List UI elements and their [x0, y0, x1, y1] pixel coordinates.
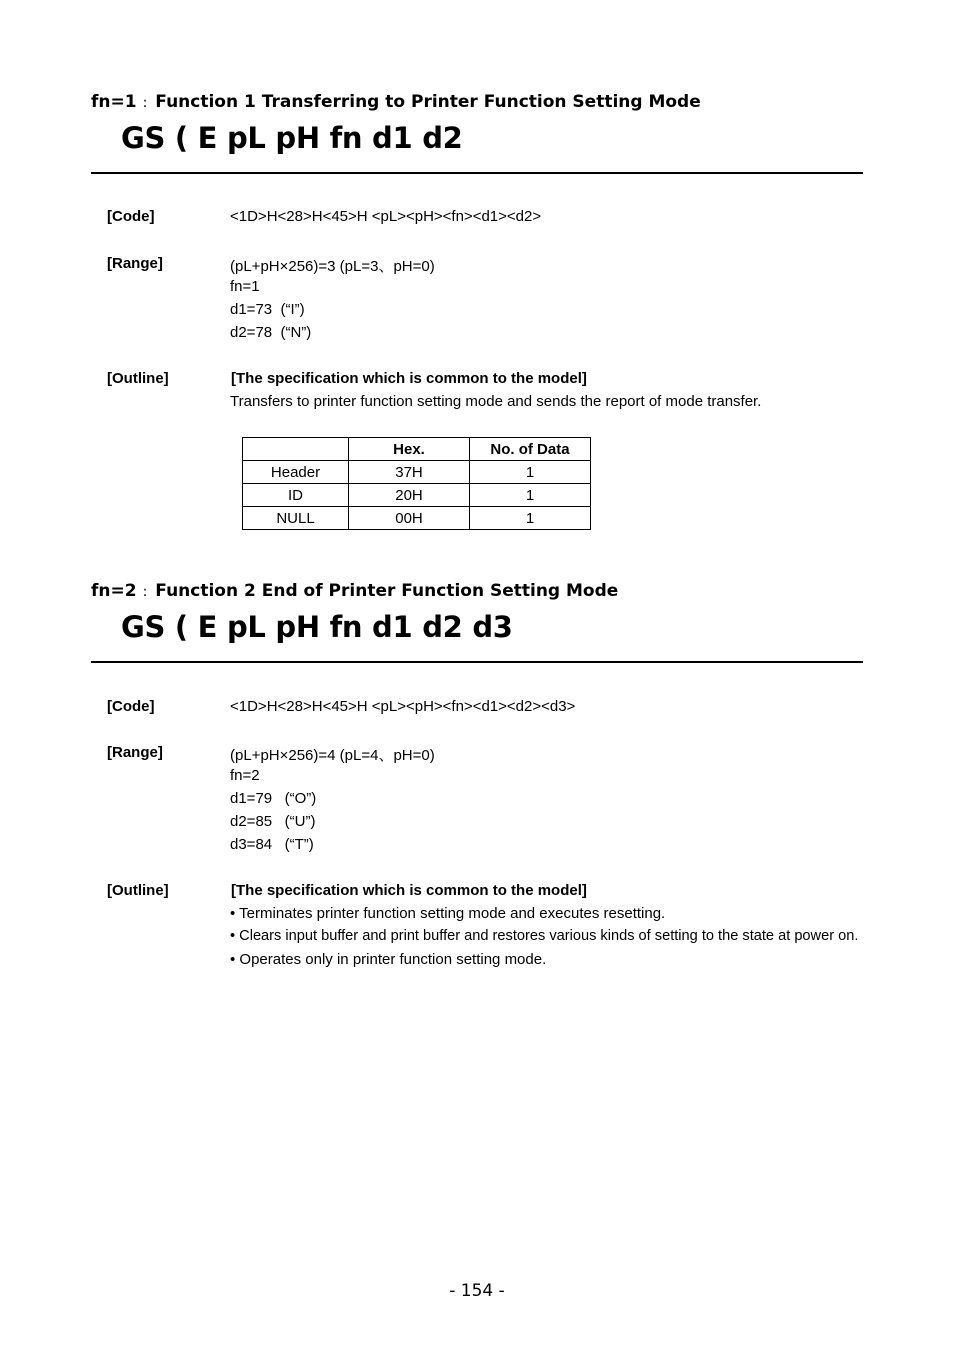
section1-range-line: d1=73 (“I”) — [230, 301, 305, 318]
section2-heading — [91, 581, 618, 601]
table-cell: 00H — [349, 507, 470, 530]
section2-range-line: (pL+pH×256)=4 (pL=4、pH=0) — [230, 747, 435, 764]
section1-fn-label: fn=1 — [91, 92, 137, 112]
table-cell: NULL — [243, 507, 349, 530]
section1-colon: : — [142, 95, 148, 111]
table-cell: 1 — [470, 461, 591, 484]
section2-fn-label: fn=2 — [91, 581, 137, 601]
section2-command-title: GS ( E pL pH fn d1 d2 d3 — [121, 610, 513, 644]
section2-code-value: <1D>H<28>H<45>H <pL><pH><fn><d1><d2><d3> — [230, 698, 576, 715]
section1-heading — [91, 92, 701, 112]
section1-outline-label: [Outline] — [107, 370, 169, 387]
section1-range-line: fn=1 — [230, 278, 260, 295]
table-header-cell — [243, 438, 349, 461]
section2-outline-label: [Outline] — [107, 882, 169, 899]
page-number: - 154 - — [449, 1281, 505, 1301]
section1-command-title: GS ( E pL pH fn d1 d2 — [121, 121, 463, 155]
section2-divider — [91, 661, 863, 663]
section2-code-label: [Code] — [107, 698, 155, 715]
section1-code-value: <1D>H<28>H<45>H <pL><pH><fn><d1><d2> — [230, 208, 542, 225]
table-cell: 20H — [349, 484, 470, 507]
section2-range-line: d2=85 (“U”) — [230, 813, 316, 830]
table-row — [243, 507, 591, 530]
table-cell: Header — [243, 461, 349, 484]
section1-outline-title: [The specification which is common to the model] — [231, 370, 587, 387]
section1-range-line: (pL+pH×256)=3 (pL=3、pH=0) — [230, 258, 435, 275]
table-header-cell: No. of Data — [470, 438, 591, 461]
section1-outline-text: Transfers to printer function setting mode and sends the report of mode transfer. — [230, 393, 762, 410]
table-row — [243, 484, 591, 507]
table-cell: 1 — [470, 484, 591, 507]
section2-bullet: • Operates only in printer function setting mode. — [230, 951, 547, 968]
section2-outline-title: [The specification which is common to the model] — [231, 882, 587, 899]
table-header-cell: Hex. — [349, 438, 470, 461]
section1-range-line: d2=78 (“N”) — [230, 324, 312, 341]
section2-colon: : — [142, 584, 148, 600]
section2-range-line: d1=79 (“O”) — [230, 790, 317, 807]
response-data-table — [242, 437, 591, 530]
section2-range-label: [Range] — [107, 744, 163, 761]
section2-bullet: • Clears input buffer and print buffer and restores various kinds of setting to the state at power on. — [230, 928, 859, 944]
section2-range-line: fn=2 — [230, 767, 260, 784]
section1-code-label: [Code] — [107, 208, 155, 225]
table-cell: 1 — [470, 507, 591, 530]
section1-heading-text: Function 1 Transferring to Printer Function Setting Mode — [155, 92, 701, 112]
section1-divider — [91, 172, 863, 174]
table-row — [243, 461, 591, 484]
section1-range-label: [Range] — [107, 255, 163, 272]
table-cell: 37H — [349, 461, 470, 484]
section2-range-line: d3=84 (“T”) — [230, 836, 314, 853]
section2-bullet: • Terminates printer function setting mode and executes resetting. — [230, 905, 666, 922]
section2-heading-text: Function 2 End of Printer Function Setting Mode — [155, 581, 619, 601]
table-header-row — [243, 438, 591, 461]
table-cell: ID — [243, 484, 349, 507]
